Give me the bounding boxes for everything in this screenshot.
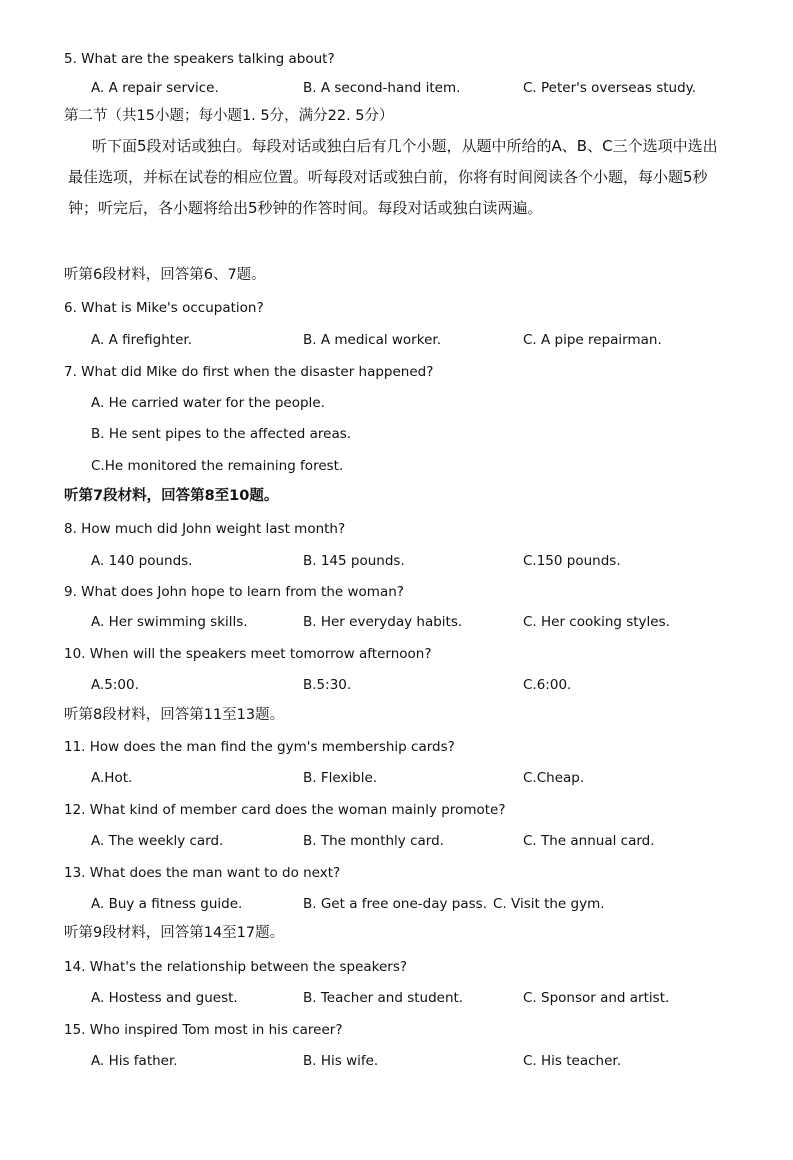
q9-option-a: A. Her swimming skills. [91,614,248,630]
q5-option-a: A. A repair service. [91,80,219,96]
question-12: 12. What kind of member card does the woman mainly promote? [64,802,506,818]
q9-option-b: B. Her everyday habits. [303,614,463,630]
q11-option-b: B. Flexible. [303,770,378,786]
q8-option-a: A. 140 pounds. [91,553,193,569]
q14-option-c: C. Sponsor and artist. [523,990,670,1006]
q14-option-a: A. Hostess and guest. [91,990,238,1006]
q10-option-a: A.5:00. [91,677,139,693]
q6-option-c: C. A pipe repairman. [523,332,662,348]
q6-option-a: A. A firefighter. [91,332,192,348]
question-15: 15. Who inspired Tom most in his career? [64,1022,343,1038]
q11-option-a: A.Hot. [91,770,133,786]
section-2-title: 第二节（共15小题；每小题1. 5分，满分22. 5分） [64,108,394,124]
q7-option-b: B. He sent pipes to the affected areas. [91,426,352,442]
q6-option-b: B. A medical worker. [303,332,441,348]
question-5: 5. What are the speakers talking about? [64,51,335,67]
question-13: 13. What does the man want to do next? [64,865,341,881]
q11-option-c: C.Cheap. [523,770,585,786]
q5-option-b: B. A second-hand item. [303,80,461,96]
material-7-heading: 听第7段材料，回答第8至10题。 [64,488,279,504]
q12-option-c: C. The annual card. [523,833,655,849]
question-11: 11. How does the man find the gym's membership cards? [64,739,455,755]
q13-option-b: B. Get a free one-day pass. [303,896,487,912]
q13-option-a: A. Buy a fitness guide. [91,896,243,912]
q15-option-c: C. His teacher. [523,1053,621,1069]
question-9: 9. What does John hope to learn from the woman? [64,584,404,600]
q8-option-c: C.150 pounds. [523,553,621,569]
q10-option-c: C.6:00. [523,677,572,693]
q13-option-c: C. Visit the gym. [493,896,605,912]
q8-option-b: B. 145 pounds. [303,553,405,569]
q15-option-a: A. His father. [91,1053,178,1069]
q7-option-c: C.He monitored the remaining forest. [91,458,344,474]
q15-option-b: B. His wife. [303,1053,379,1069]
material-8-heading: 听第8段材料，回答第11至13题。 [64,707,285,723]
q12-option-a: A. The weekly card. [91,833,224,849]
question-14: 14. What's the relationship between the speakers? [64,959,408,975]
question-8: 8. How much did John weight last month? [64,521,346,537]
question-6: 6. What is Mike's occupation? [64,300,264,316]
q7-option-a: A. He carried water for the people. [91,395,325,411]
question-10: 10. When will the speakers meet tomorrow afternoon? [64,646,432,662]
q9-option-c: C. Her cooking styles. [523,614,670,630]
q12-option-b: B. The monthly card. [303,833,444,849]
question-7: 7. What did Mike do first when the disaster happened? [64,364,434,380]
q5-option-c: C. Peter's overseas study. [523,80,697,96]
q10-option-b: B.5:30. [303,677,352,693]
section-2-instructions: 听下面5段对话或独白。每段对话或独白后有几个小题，从题中所给的A、B、C三个选项中选出最佳选项，并标在试卷的相应位置。听每段对话或独白前，你将有时间阅读各个小题，每小题5秒钟；听完后，各小题将给出5秒钟的作答时间。每段对话或独白读两遍。 [68,137,718,217]
material-6-heading: 听第6段材料，回答第6、7题。 [64,267,266,283]
material-9-heading: 听第9段材料，回答第14至17题。 [64,925,285,941]
q14-option-b: B. Teacher and student. [303,990,464,1006]
